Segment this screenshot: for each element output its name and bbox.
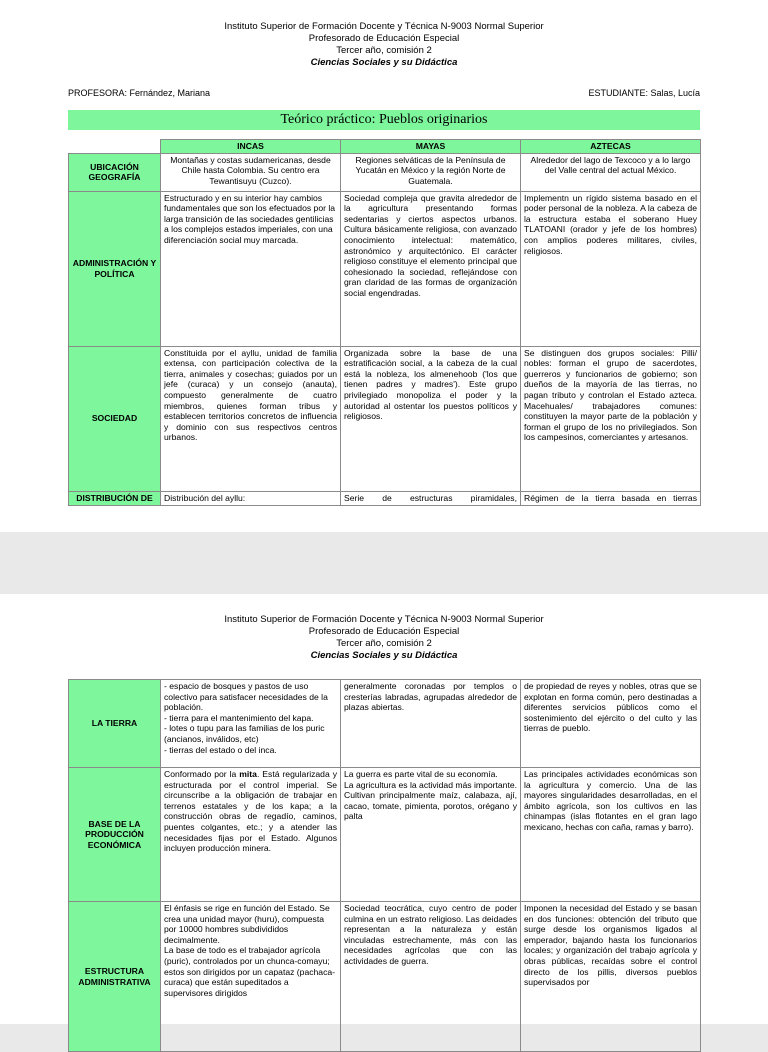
row-label: SOCIEDAD: [69, 346, 161, 491]
cell-mayas: Sociedad compleja que gravita alrededor de la agricultura presentando formas sedentarias y ciertos aspectos urbanos. Cultura básicamente religiosa, con avanzado conocimiento intelectual: matemático, astronómico y arquitectónico. El carácter religioso constituye el elemento principal que cohesionado la sociedad, reflejándose con gran claridad de las formas de organización social engendradas.: [341, 191, 521, 346]
row-label: DISTRIBUCIÓN DE: [69, 491, 161, 505]
cell-aztecas: Implementn un rígido sistema basado en el poder personal de la nobleza. A la cabeza de la estructura estaba el soberano Huey TLATOANI (orador y jefe de los hombres) con amplios poderes militares, civiles, religiosos.: [521, 191, 701, 346]
program-name: Profesorado de Educación Especial: [308, 33, 460, 44]
column-header-mayas: MAYAS: [341, 140, 521, 154]
paragraph: La base de todo es el trabajador agrícola (puric), controlados por un chunca-comayu; estos son dirigidos por un capataz (pachaca-curaca) que están supeditados a supervisores dirigidos: [164, 945, 336, 998]
student-name: ESTUDIANTE: Salas, Lucía: [588, 88, 700, 98]
page-header: [0, 594, 768, 662]
cell-incas: [161, 768, 341, 902]
row-label: LA TIERRA: [69, 680, 161, 768]
table-row: [69, 153, 701, 191]
table-row: [69, 491, 701, 505]
cell-aztecas: Régimen de la tierra basada en tierras: [521, 491, 701, 505]
meta-row: [68, 88, 700, 98]
list-item: - tierras del estado o del inca.: [164, 744, 277, 755]
cell-incas-post: . Está regularizada y estructurada por el control imperial. Se circunscribe a la obligación de trabajar en terrenos estatales y de los kapa; a la construcción obras de regadío, caminos, puentes colgantes, etc.; y a atender las necesidades fijas por el Estado. Algunos incluyen producción minera.: [164, 769, 337, 854]
cell-aztecas: Las principales actividades económicas son la agricultura y comercio. Una de las mayores singularidades desarrolladas, en el ámbito agrícola, son los cultivos en las chinampas (islas flotantes en el gran lago mexicano, hechas con caña, ramas y barro).: [521, 768, 701, 902]
comparison-table-part-2: [68, 679, 701, 1052]
institute-name: Instituto Superior de Formación Docente y Técnica N-9003 Normal Superior: [224, 21, 544, 32]
cell-aztecas: Alrededor del lago de Texcoco y a lo largo del Valle central del actual México.: [521, 153, 701, 191]
cell-aztecas: de propiedad de reyes y nobles, otras que se explotan en forma común, pero destinadas a diferentes servicios públicos como el sostenimiento del ejército o del culto y las tierras de pueblo.: [521, 680, 701, 768]
cell-incas: [161, 680, 341, 768]
cell-mayas: Organizada sobre la base de una estratificación social, a la cabeza de la cual está la nobleza, los almenehoob ('los que tienen padres y madres'). Este grupo privilegiado monopoliza el poder y la autoridad al ostentar los puestos políticos y religiosos.: [341, 346, 521, 491]
page-header: [0, 0, 768, 69]
cell-incas-pre: Conformado por la: [164, 769, 240, 779]
page-cutoff: [0, 510, 768, 532]
column-header-incas: INCAS: [161, 140, 341, 154]
institute-name: Instituto Superior de Formación Docente y Técnica N-9003 Normal Superior: [224, 614, 544, 625]
row-label: ESTRUCTURA ADMINISTRATIVA: [69, 902, 161, 1052]
cell-mayas: generalmente coronadas por templos o cresterías labradas, agrupadas alrededor de plazas abiertas.: [341, 680, 521, 768]
paragraph: La agricultura es la actividad más importante. Cultivan principalmente maíz, calabaza, ají, cacao, tomate, pimienta, porotos, orégano y palta: [344, 779, 517, 822]
list-item: - lotes o tupu para las familias de los puric (ancianos, inválidos, etc): [164, 723, 325, 744]
paragraph: El énfasis se rige en función del Estado. Se crea una unidad mayor (huru), compuesta por 10000 hombres subdivididos decimalmente.: [164, 903, 330, 945]
course-year: Tercer año, comisión 2: [336, 45, 432, 56]
cell-incas-bold: mita: [239, 769, 257, 779]
table-header-row: [69, 140, 701, 154]
cell-incas: Constituida por el ayllu, unidad de familia extensa, con participación colectiva de la tierra, animales y cosechas; guiados por un jefe (curaca) y un consejo (anauta), compuesto generalmente de cuatro miembros, quienes forman tribus y establecen territorios concretos de influencia y dominio con sus respectivos centros urbanos.: [161, 346, 341, 491]
row-label: BASE DE LA PRODUCCIÓN ECONÓMICA: [69, 768, 161, 902]
row-label: UBICACIÓN GEOGRAFÍA: [69, 153, 161, 191]
cell-mayas: [341, 768, 521, 902]
cell-incas: Estructurado y en su interior hay cambios fundamentales que son los efectuados por la larga transición de las sociedades gentilicias a los complejos estados imperiales, con una diferenciación social muy marcada.: [161, 191, 341, 346]
cell-incas: [161, 902, 341, 1052]
empty-corner: [69, 140, 161, 154]
comparison-table-part-1: [68, 139, 701, 506]
cell-mayas: Sociedad teocrática, cuyo centro de poder culmina en un estrato religioso. Las deidades representan a la naturaleza y están vinculadas estrechamente, más con las necesidades agrícolas que con las actividades de guerra.: [341, 902, 521, 1052]
list-item: - espacio de bosques y pastos de uso colectivo para satisfacer necesidades de la población.: [164, 681, 328, 713]
table-row: [69, 902, 701, 1052]
subject-name: Ciencias Sociales y su Didáctica: [310, 57, 458, 68]
cell-incas: Montañas y costas sudamericanas, desde Chile hasta Colombia. Su centro era Tewantisuyu (Cuzco).: [161, 153, 341, 191]
paragraph: La guerra es parte vital de su economía.: [344, 769, 498, 779]
subject-name: Ciencias Sociales y su Didáctica: [310, 650, 458, 661]
cell-aztecas: Imponen la necesidad del Estado y se basan en dos funciones: obtención del tributo que surge desde los organismos ligados al emperador, bajando hasta los funcionarios locales; y organización del trabajo agrícola y obras públicas, recaídas sobre el control directo de los pillis, diversos pueblos supervisados por: [521, 902, 701, 1052]
row-label: ADMINISTRACIÓN Y POLÍTICA: [69, 191, 161, 346]
cell-incas: Distribución del ayllu:: [161, 491, 341, 505]
table-row: [69, 191, 701, 346]
table-row: [69, 768, 701, 902]
table-row: [69, 680, 701, 768]
program-name: Profesorado de Educación Especial: [308, 626, 460, 637]
column-header-aztecas: AZTECAS: [521, 140, 701, 154]
course-year: Tercer año, comisión 2: [336, 638, 432, 649]
list-item: - tierra para el mantenimiento del kapa.: [164, 712, 314, 723]
cell-mayas: Serie de estructuras piramidales,: [341, 491, 521, 505]
table-row: [69, 346, 701, 491]
cell-aztecas: Se distinguen dos grupos sociales: Pilli/ nobles: forman el grupo de sacerdotes, guerreros y funcionarios de gobierno; son dueños de la mayoría de las tierras, no pagan tributo y controlan el Estado azteca. Macehuales/ trabajadores comunes: constituyen la mayor parte de la población y forman el grupo de los no privilegiados. Son los campesinos, comerciantes y artesanos.: [521, 346, 701, 491]
cell-mayas: Regiones selváticas de la Península de Yucatán en México y la región Norte de Guatemala.: [341, 153, 521, 191]
document-title: Teórico práctico: Pueblos originarios: [68, 110, 700, 130]
teacher-name: PROFESORA: Fernández, Mariana: [68, 88, 211, 98]
